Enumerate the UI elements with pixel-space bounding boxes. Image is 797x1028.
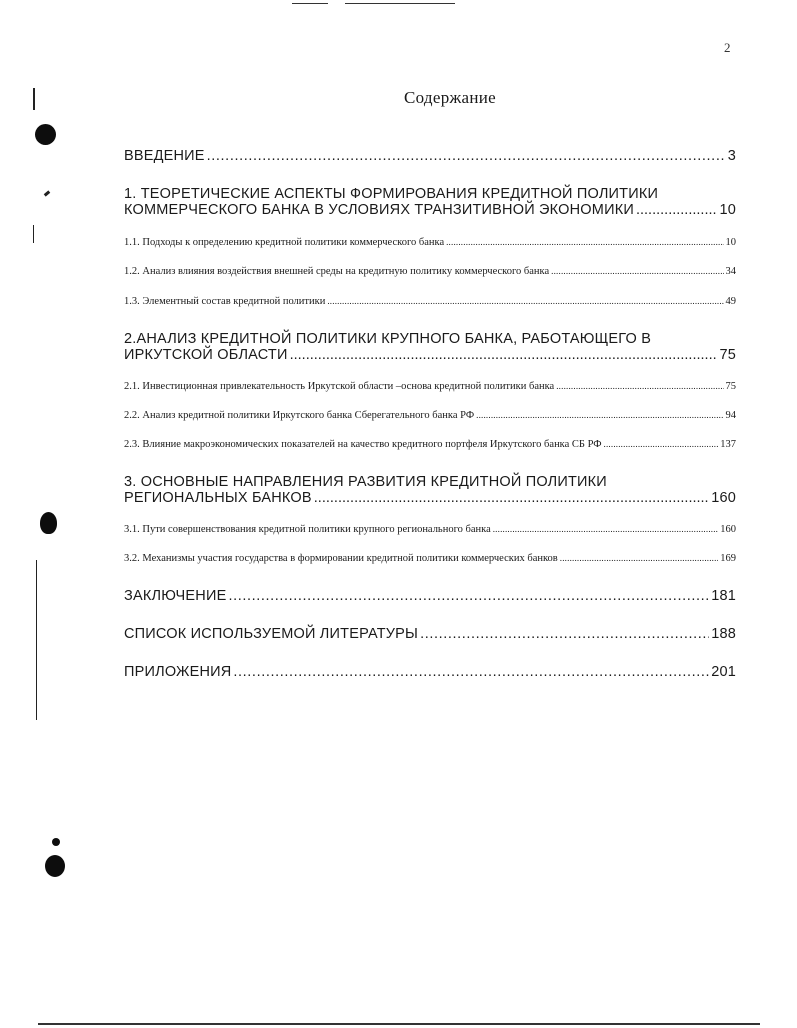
toc-entry-chapter-1[interactable] xyxy=(124,186,736,218)
toc-entry-page: 3 xyxy=(727,148,736,164)
toc-entry-page: 188 xyxy=(711,626,736,642)
toc-entry-page: 10 xyxy=(719,202,736,218)
leader-dots xyxy=(420,626,709,642)
toc-entry-title: ПРИЛОЖЕНИЯ xyxy=(124,664,232,680)
leader-dots xyxy=(476,410,723,421)
toc-entry-page: 10 xyxy=(725,237,736,248)
scan-artifact-margin-mark xyxy=(33,225,34,243)
leader-dots xyxy=(604,439,719,450)
toc-entry-section-3-2[interactable] xyxy=(124,553,736,564)
leader-dots xyxy=(233,664,709,680)
scan-artifact-top-line xyxy=(345,3,455,4)
toc-entry-section-1-2[interactable] xyxy=(124,266,736,277)
toc-entry-section-1-1[interactable] xyxy=(124,237,736,248)
toc-entry-title: СПИСОК ИСПОЛЬЗУЕМОЙ ЛИТЕРАТУРЫ xyxy=(124,626,419,642)
toc-entry-title-line1: 1. ТЕОРЕТИЧЕСКИЕ АСПЕКТЫ ФОРМИРОВАНИЯ КРЕДИТНОЙ ПОЛИТИКИ xyxy=(124,186,659,202)
toc-entry-title-line1: 2.АНАЛИЗ КРЕДИТНОЙ ПОЛИТИКИ КРУПНОГО БАНКА, РАБОТАЮЩЕГО В xyxy=(124,331,652,347)
toc-entry-title-line1: 3. ОСНОВНЫЕ НАПРАВЛЕНИЯ РАЗВИТИЯ КРЕДИТНОЙ ПОЛИТИКИ xyxy=(124,474,607,490)
toc-entry-section-2-1[interactable] xyxy=(124,381,736,392)
punch-hole xyxy=(45,855,65,877)
toc-entry-title: 3.1. Пути совершенствования кредитной политики крупного регионального банка xyxy=(124,524,491,535)
punch-hole xyxy=(40,512,57,534)
leader-dots xyxy=(636,202,718,218)
scan-artifact-bottom-line xyxy=(38,1023,760,1025)
toc-entry-chapter-2[interactable] xyxy=(124,331,736,363)
toc-entry-page: 34 xyxy=(725,266,736,277)
toc-entry-title-line2: КОММЕРЧЕСКОГО БАНКА В УСЛОВИЯХ ТРАНЗИТИВНОЙ ЭКОНОМИКИ xyxy=(124,202,634,218)
toc-entry-page: 137 xyxy=(720,439,736,450)
toc-entry-section-2-3[interactable] xyxy=(124,439,736,450)
toc-entry-title: ВВЕДЕНИЕ xyxy=(124,148,205,164)
toc-entry-title: 1.2. Анализ влияния воздействия внешней среды на кредитную политику коммерческого банка xyxy=(124,266,550,277)
leader-dots xyxy=(446,237,723,248)
toc-entry-page: 160 xyxy=(711,490,736,506)
toc-entry-section-1-3[interactable] xyxy=(124,296,736,307)
toc-entry-section-2-2[interactable] xyxy=(124,410,736,421)
toc-entry-references[interactable] xyxy=(124,626,736,642)
toc-entry-title: 1.1. Подходы к определению кредитной политики коммерческого банка xyxy=(124,237,445,248)
page-title: Содержание xyxy=(403,88,497,107)
toc-entry-page: 94 xyxy=(725,410,736,421)
punch-hole xyxy=(35,124,56,145)
toc-entry-title: 2.2. Анализ кредитной политики Иркутского банка Сберегательного банка РФ xyxy=(124,410,475,421)
page-number: 2 xyxy=(724,40,731,55)
toc-entry-page: 160 xyxy=(720,524,736,535)
toc-entry-page: 169 xyxy=(720,553,736,564)
toc-entry-title: 1.3. Элементный состав кредитной политики xyxy=(124,296,326,307)
leader-dots xyxy=(290,347,718,363)
punch-hole xyxy=(52,838,60,846)
leader-dots xyxy=(560,553,718,564)
toc-entry-title: 2.3. Влияние макроэкономических показателей на качество кредитного портфеля Иркутского банка СБ РФ xyxy=(124,439,602,450)
toc-entry-page: 75 xyxy=(725,381,736,392)
leader-dots xyxy=(228,588,709,604)
toc-entry-title: 3.2. Механизмы участия государства в формировании кредитной политики коммерческих банков xyxy=(124,553,558,564)
scan-artifact-margin-mark xyxy=(36,560,37,720)
scan-artifact-top-line xyxy=(292,3,328,4)
toc-entry-conclusion[interactable] xyxy=(124,588,736,604)
toc-entry-page: 49 xyxy=(725,296,736,307)
leader-dots xyxy=(207,148,726,164)
leader-dots xyxy=(551,266,723,277)
toc-entry-page: 181 xyxy=(711,588,736,604)
toc-entry-section-3-1[interactable] xyxy=(124,524,736,535)
toc-entry-title: ЗАКЛЮЧЕНИЕ xyxy=(124,588,227,604)
toc-entry-page: 75 xyxy=(719,347,736,363)
toc-entry-chapter-3[interactable] xyxy=(124,474,736,506)
toc-entry-intro[interactable] xyxy=(124,148,736,164)
toc-entry-title-line2: РЕГИОНАЛЬНЫХ БАНКОВ xyxy=(124,490,312,506)
scan-artifact-margin-mark xyxy=(44,190,51,196)
toc-entry-title-line2: ИРКУТСКОЙ ОБЛАСТИ xyxy=(124,347,288,363)
toc-entry-title: 2.1. Инвестиционная привлекательность Иркутской области –основа кредитной политики банка xyxy=(124,381,555,392)
leader-dots xyxy=(327,296,723,307)
leader-dots xyxy=(493,524,719,535)
leader-dots xyxy=(556,381,723,392)
toc-entry-appendices[interactable] xyxy=(124,664,736,680)
toc-entry-page: 201 xyxy=(711,664,736,680)
leader-dots xyxy=(314,490,709,506)
